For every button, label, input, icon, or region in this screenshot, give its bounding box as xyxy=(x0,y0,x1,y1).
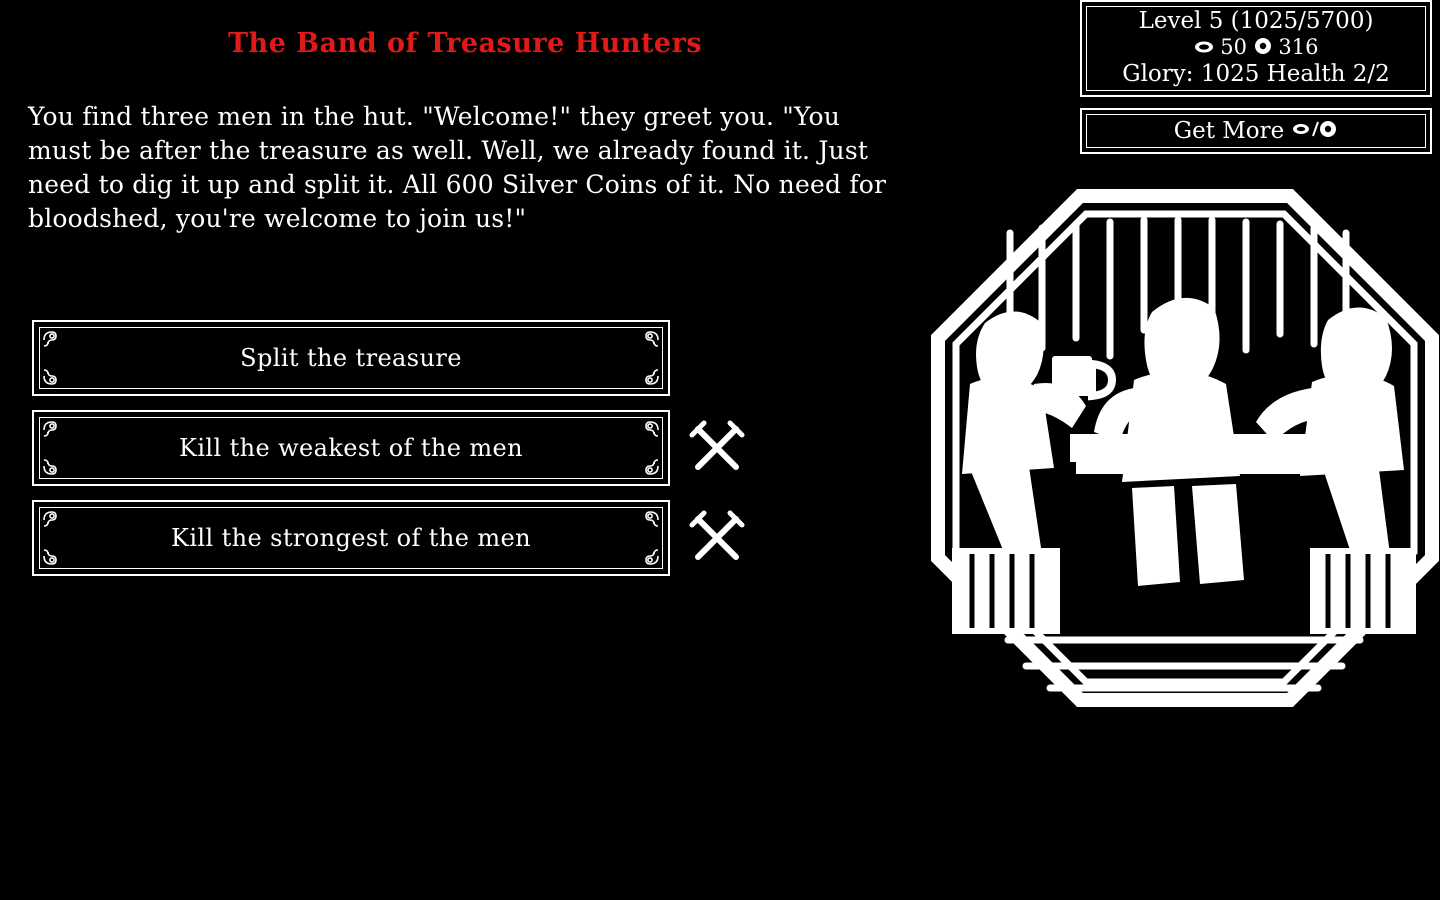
celtic-knot-icon xyxy=(638,330,660,352)
choice-label: Kill the strongest of the men xyxy=(171,524,531,552)
choice-button-kill-the-weakest-of-the-men[interactable] xyxy=(32,410,670,486)
celtic-knot-icon xyxy=(42,364,64,386)
currency-line xyxy=(1092,34,1420,61)
choice-label: Split the treasure xyxy=(240,344,462,372)
celtic-knot-icon xyxy=(42,454,64,476)
three-men-at-table-illustration xyxy=(930,188,1440,708)
page-title: The Band of Treasure Hunters xyxy=(227,28,703,59)
currency-icons xyxy=(1292,119,1338,144)
level-xp-line: Level 5 (1025/5700) xyxy=(1138,8,1374,34)
celtic-knot-icon xyxy=(42,420,64,442)
glory-health-line: Glory: 1025 Health 2/2 xyxy=(1122,61,1390,87)
gem-icon xyxy=(1254,35,1272,61)
celtic-knot-icon xyxy=(638,454,660,476)
choice-list xyxy=(32,320,752,590)
gem-count: 316 xyxy=(1278,35,1319,59)
celtic-knot-icon xyxy=(638,364,660,386)
celtic-knot-icon xyxy=(42,330,64,352)
crossed-swords-icon xyxy=(682,503,752,573)
choice-button-split-the-treasure[interactable] xyxy=(32,320,670,396)
crossed-swords-icon xyxy=(682,413,752,483)
coin-icon xyxy=(1194,35,1214,61)
choice-button-kill-the-strongest-of-the-men[interactable] xyxy=(32,500,670,576)
event-description: You find three men in the hut. "Welcome!" they greet you. "You must be after the treasure as well. Well, we already found it. Just need to dig it up and split it. All 600 Silver Coins of it. No need for bloodshed, you're welcome to join us!" xyxy=(28,102,887,233)
choice-label: Kill the weakest of the men xyxy=(178,434,524,462)
choice-row xyxy=(32,410,752,486)
celtic-knot-icon xyxy=(638,510,660,532)
get-more-button[interactable] xyxy=(1080,108,1432,154)
choice-row xyxy=(32,320,752,396)
get-more-label: Get More xyxy=(1173,118,1285,144)
player-status-panel xyxy=(1080,0,1432,97)
coin-count: 50 xyxy=(1220,35,1247,59)
celtic-knot-icon xyxy=(638,420,660,442)
choice-row xyxy=(32,500,752,576)
celtic-knot-icon xyxy=(638,544,660,566)
celtic-knot-icon xyxy=(42,544,64,566)
celtic-knot-icon xyxy=(42,510,64,532)
